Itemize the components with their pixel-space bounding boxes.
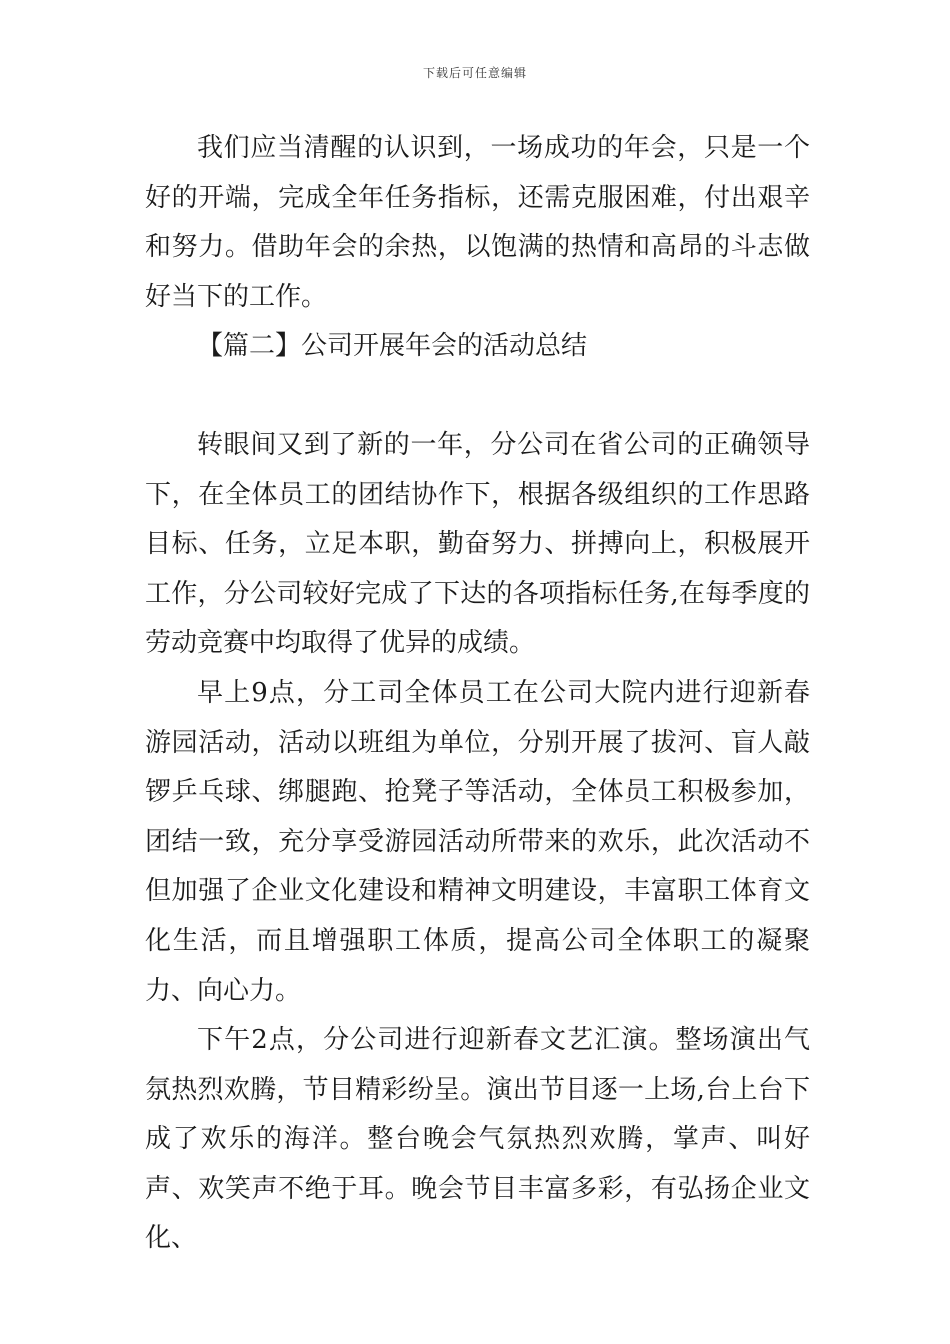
paragraph-intro: 转眼间又到了新的一年，分公司在省公司的正确领导下，在全体员工的团结协作下，根据各级组织的工作思路目标、任务，立足本职，勤奋努力、拼搏向上，积极展开工作，分公司较好完成了下达的各项指标任务,在每季度的劳动竞赛中均取得了优异的成绩。 — [145, 429, 810, 659]
document-body — [145, 124, 810, 1264]
page-header-note: 下载后可任意编辑 — [422, 66, 527, 80]
section-title: 【篇二】公司开展年会的活动总结 — [197, 331, 588, 362]
paragraph-morning-activities: 早上9点，分工司全体员工在公司大院内进行迎新春游园活动，活动以班组为单位，分别开展了拔河、盲人敲锣乒乓球、绑腿跑、抢凳子等活动，全体员工积极参加，团结一致，充分享受游园活动所带来的欢乐，此次活动不但加强了企业文化建设和精神文明建设，丰富职工体育文化生活，而且增强职工体质，提高公司全体职工的凝聚力、向心力。 — [145, 677, 810, 1006]
paragraph-afternoon-performance: 下午2点，分公司进行迎新春文艺汇演。整场演出气氛热烈欢腾，节目精彩纷呈。演出节目逐一上场,台上台下成了欢乐的海洋。整台晚会气氛热烈欢腾，掌声、叫好声、欢笑声不绝于耳。晚会节目丰富多彩，有弘扬企业文化、 — [145, 1025, 810, 1254]
section-spacer — [145, 372, 810, 421]
paragraph-closing-remarks: 我们应当清醒的认识到，一场成功的年会，只是一个好的开端，完成全年任务指标，还需克服困难，付出艰辛和努力。借助年会的余热，以饱满的热情和高昂的斗志做好当下的工作。 — [145, 133, 810, 312]
